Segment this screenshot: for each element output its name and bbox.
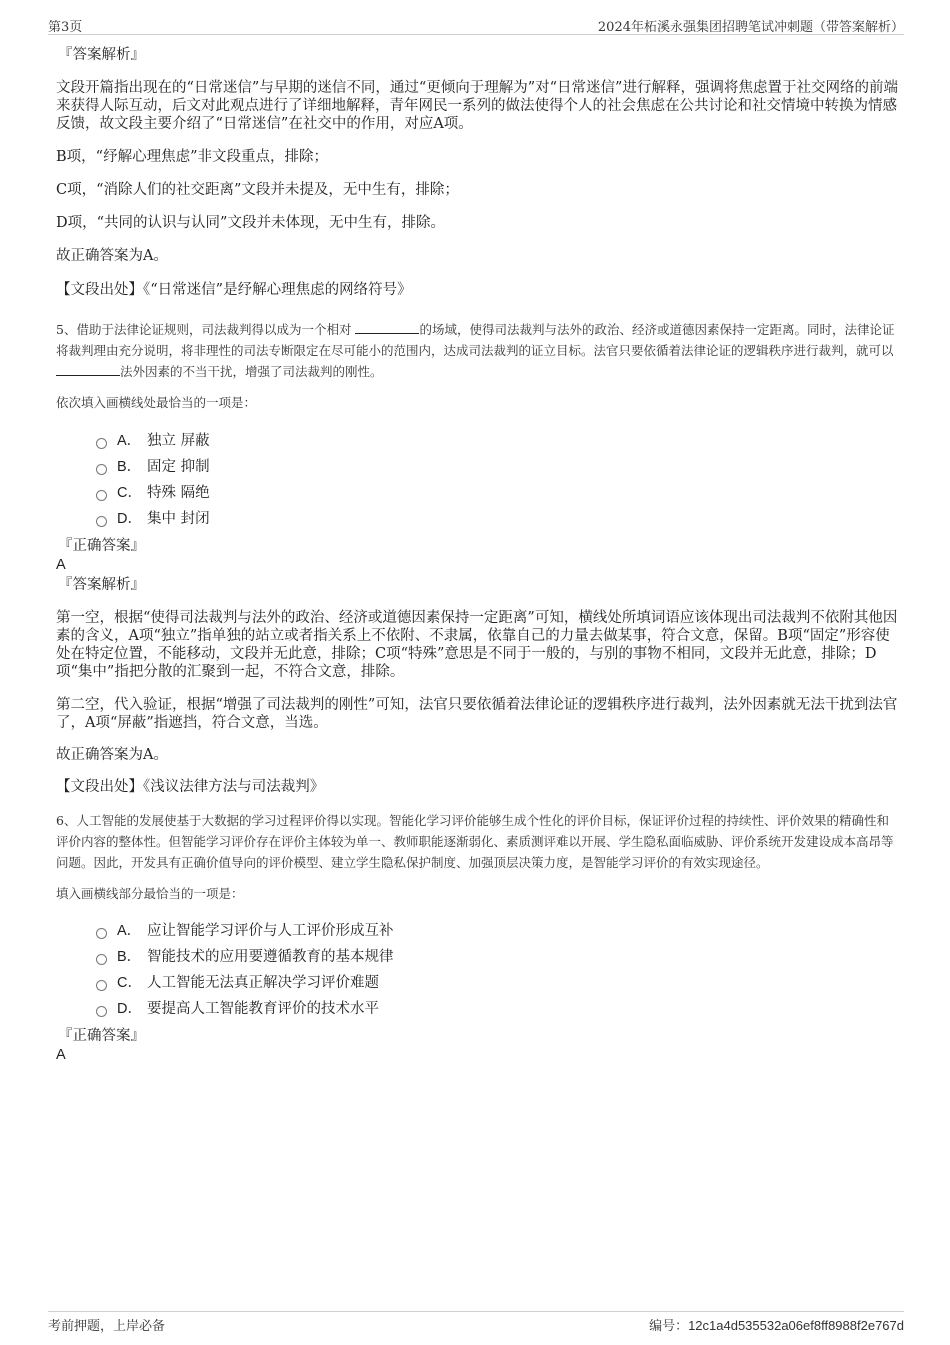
q6-option-c[interactable]: C． 人工智能无法真正解决学习评价难题 [96,970,900,996]
q4-analysis-label: 『答案解析』 [58,47,145,63]
q6-options [56,918,900,1022]
q6-correct-label: 『正确答案』 [58,1028,145,1044]
document-title: 2024年柘溪永强集团招聘笔试冲刺题（带答案解析） [597,20,904,35]
q5-analysis-paragraph-1: 第一空，根据“使得司法裁判与法外的政治、经济或道德因素保持一定距离”可知，横线处所填词语应该体现出司法裁判不依附其他因素的含义，A项“独立”指单独的站立或者指关系上不依附、不隶属，依靠自己的力量去做某事，符合文意，保留。B项“固定”形容使处在特定位置，不能移动，文段并无此意，排除；C项“特殊”意思是不同于一般的，与别的事物不相同，文段并无此意，排除；D项“集中”指把分散的汇聚到一起，不符合文意，排除。 [56,610,898,680]
q5-source: 【文段出处】《浅议法律方法与司法裁判》 [56,779,325,795]
q6-correct-answer: A [56,1047,66,1063]
q5-conclusion: 故正确答案为A。 [56,747,168,763]
page-header [48,14,904,35]
q5-option-c[interactable]: C． 特殊 隔绝 [96,480,900,506]
q5-option-d[interactable]: D． 集中 封闭 [96,506,900,532]
q4-source: 【文段出处】《“日常迷信”是纾解心理焦虑的网络符号》 [56,282,412,298]
page-number: 第3页 [48,20,83,35]
radio-icon[interactable] [96,464,107,475]
q5-option-b[interactable]: B． 固定 抑制 [96,454,900,480]
q5-option-a[interactable]: A． 独立 屏蔽 [96,428,900,454]
q5-stem-part2: 的场域，使得司法裁判与法外的政治、经济或道德因素保持一定距离。同时，法律论证将裁判理由充分说明，将非理性的司法专断限定在尽可能小的范围内，达成司法裁判的证立目标。法官只要依循着法律论证的逻辑秩序进行裁判，就可以 [56,322,895,358]
q5-stem-part1: 5、借助于法律论证规则，司法裁判得以成为一个相对 [56,322,356,337]
radio-icon[interactable] [96,516,107,527]
radio-icon[interactable] [96,1006,107,1017]
radio-icon[interactable] [96,980,107,991]
q5-correct-answer: A [56,557,66,573]
q5-options [56,428,900,532]
q6-option-d[interactable]: D． 要提高人工智能教育评价的技术水平 [96,996,900,1022]
q6-prompt: 填入画横线部分最恰当的一项是： [56,886,244,901]
document-serial: 编号：12c1a4d535532a06ef8ff8988f2e767d [649,1318,904,1333]
q4-analysis-option-b: B项，“纾解心理焦虑”非文段重点，排除； [56,149,328,165]
q5-prompt: 依次填入画横线处最恰当的一项是： [56,395,257,410]
q5-analysis-paragraph-2: 第二空，代入验证，根据“增强了司法裁判的刚性”可知，法官只要依循着法律论证的逻辑秩序进行裁判，法外因素就无法干扰到法官了，A项“屏蔽”指遮挡，符合文意，当选。 [56,697,898,731]
q6-stem: 6、人工智能的发展使基于大数据的学习过程评价得以实现。智能化学习评价能够生成个性化的评价目标，保证评价过程的持续性、评价效果的精确性和评价内容的整体性。但智能学习评价存在评价主体较为单一、教师职能逐渐弱化、素质测评难以开展、学生隐私面临威胁、评价系统开发建设成本高昂等问题。因此，开发具有正确价值导向的评价模型、建立学生隐私保护制度、加强顶层决策力度，是智能学习评价的有效实现途径。 [56,813,894,870]
q5-blank-2 [56,363,120,376]
q5-correct-label: 『正确答案』 [58,538,145,554]
page-footer [48,1311,904,1334]
q5-stem-part3: 法外因素的不当干扰，增强了司法裁判的刚性。 [120,364,383,379]
radio-icon[interactable] [96,438,107,449]
page-content [56,46,900,1064]
q4-analysis-option-c: C项，“消除人们的社交距离”文段并未提及，无中生有，排除； [56,182,459,198]
q5-stem [56,319,900,382]
q6-option-a[interactable]: A． 应让智能学习评价与人工评价形成互补 [96,918,900,944]
q5-blank-1 [355,321,419,334]
q6-option-b[interactable]: B． 智能技术的应用要遵循教育的基本规律 [96,944,900,970]
q4-analysis-option-d: D项，“共同的认识与认同”文段并未体现，无中生有，排除。 [56,215,445,231]
radio-icon[interactable] [96,954,107,965]
radio-icon[interactable] [96,928,107,939]
q4-analysis-paragraph: 文段开篇指出现在的“日常迷信”与早期的迷信不同，通过“更倾向于理解为”对“日常迷信”进行解释，强调将焦虑置于社交网络的前端来获得人际互动，后文对此观点进行了详细地解释，青年网民一系列的做法使得个人的社会焦虑在公共讨论和社交情境中转换为情感反馈，故文段主要介绍了“日常迷信”在社交中的作用，对应A项。 [56,80,898,132]
radio-icon[interactable] [96,490,107,501]
q4-conclusion: 故正确答案为A。 [56,248,168,264]
q5-analysis-label: 『答案解析』 [58,577,145,593]
footer-slogan: 考前押题，上岸必备 [48,1319,166,1334]
